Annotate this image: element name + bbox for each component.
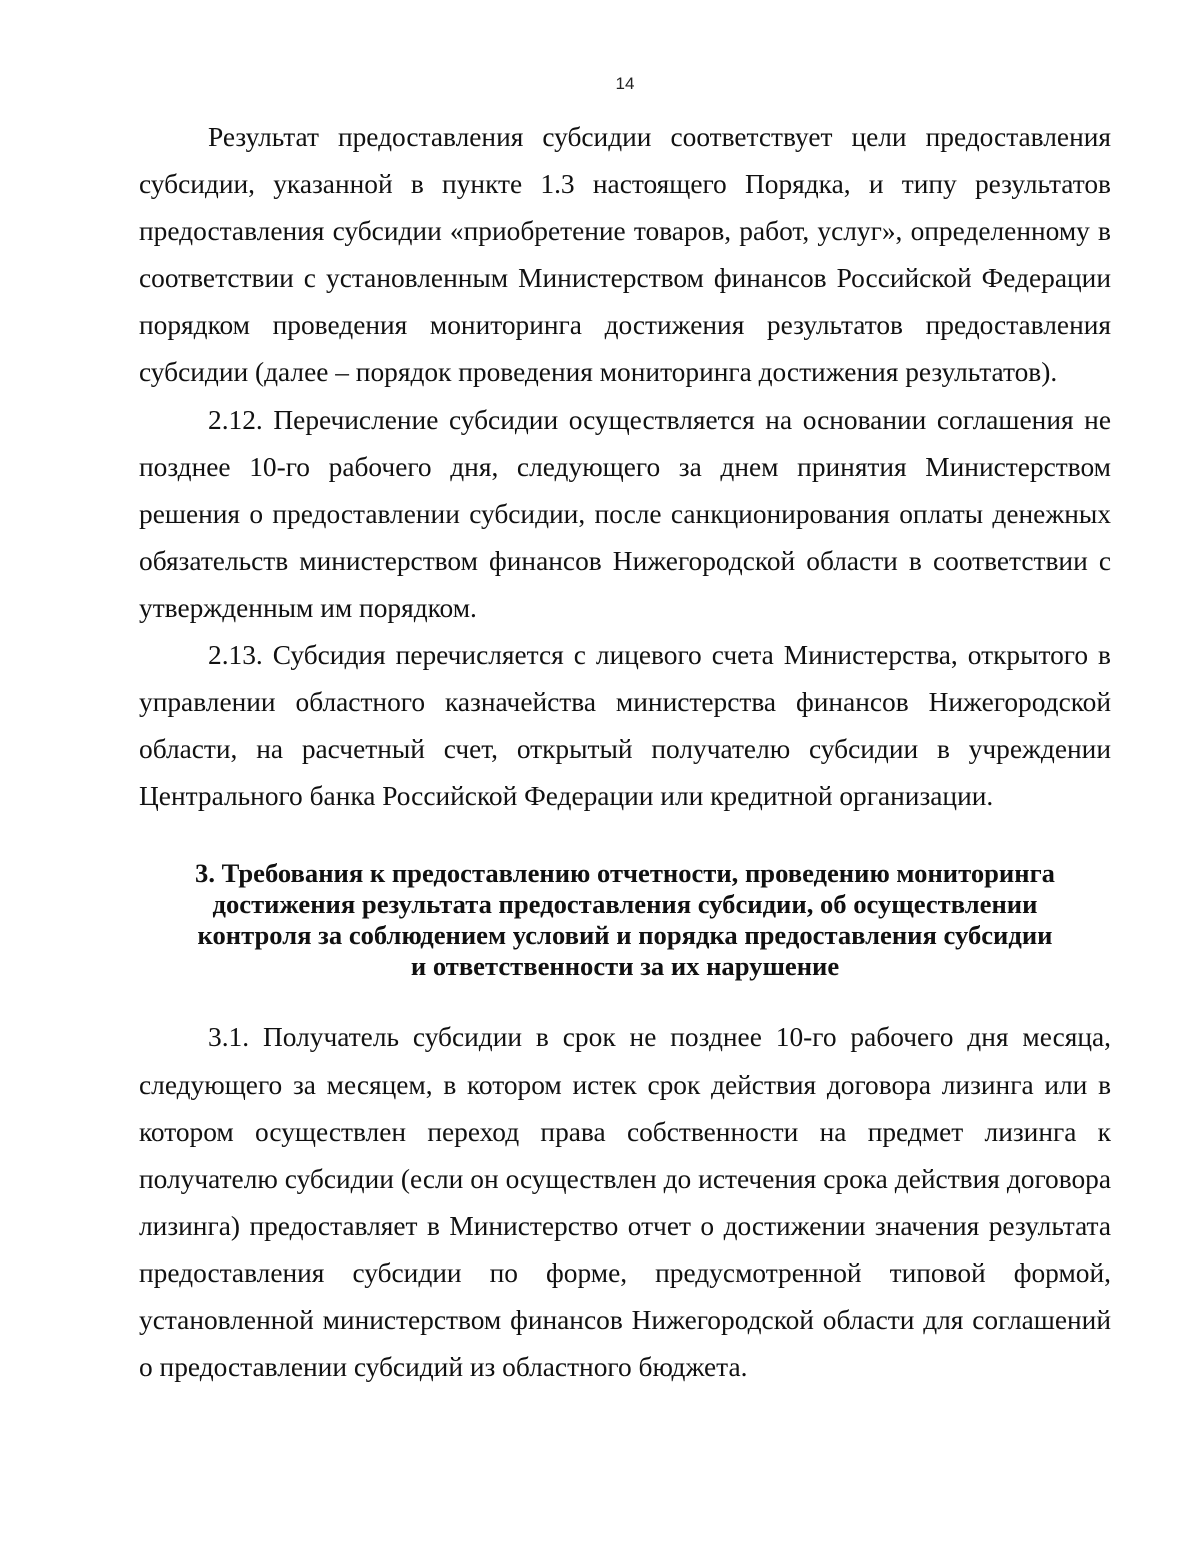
section-heading-line: контроля за соблюдением условий и порядка предоставления субсидии xyxy=(197,920,1053,951)
paragraph-2-12: 2.12. Перечисление субсидии осуществляется на основании соглашения не позднее 10-го рабочего дня, следующего за днем принятия Министерством решения о предоставлении субсидии, после санкционирования оплаты денежных обязательств министерством финансов Нижегородской области в соответствии с утвержденным им порядком. xyxy=(139,404,1111,623)
section-heading-line: и ответственности за их нарушение xyxy=(410,951,840,982)
paragraph-2-13: 2.13. Субсидия перечисляется с лицевого счета Министерства, открытого в управлении областного казначейства министерства финансов Нижегородской области, на расчетный счет, открытый получателю субсидии в учреждении Центрального банка Российской Федерации или кредитной организации. xyxy=(139,640,1111,812)
section-3-heading xyxy=(139,820,1111,1014)
section-heading-line: достижения результата предоставления субсидии, об осуществлении xyxy=(212,889,1038,920)
paragraph-result: Результат предоставления субсидии соответствует цели предоставления субсидии, указанной в пункте 1.3 настоящего Порядка, и типу результатов предоставления субсидии «приобретение товаров, работ, услуг», определенному в соответствии с установленным Министерством финансов Российской Федерации порядком проведения мониторинга достижения результатов предоставления субсидии (далее – порядок проведения мониторинга достижения результатов). xyxy=(139,122,1111,388)
document-body xyxy=(139,114,1111,1391)
page-number: 14 xyxy=(615,74,635,93)
paragraph-3-1: 3.1. Получатель субсидии в срок не позднее 10-го рабочего дня месяца, следующего за месяцем, в котором истек срок действия договора лизинга или в котором осуществлен переход права собственности на предмет лизинга к получателю субсидии (если он осуществлен до истечения срока действия договора лизинга) предоставляет в Министерство отчет о достижении значения результата предоставления субсидии по форме, предусмотренной типовой формой, установленной министерством финансов Нижегородской области для соглашений о предоставлении субсидий из областного бюджета. xyxy=(139,1022,1111,1383)
section-heading-line: 3. Требования к предоставлению отчетности, проведению мониторинга xyxy=(195,858,1055,889)
